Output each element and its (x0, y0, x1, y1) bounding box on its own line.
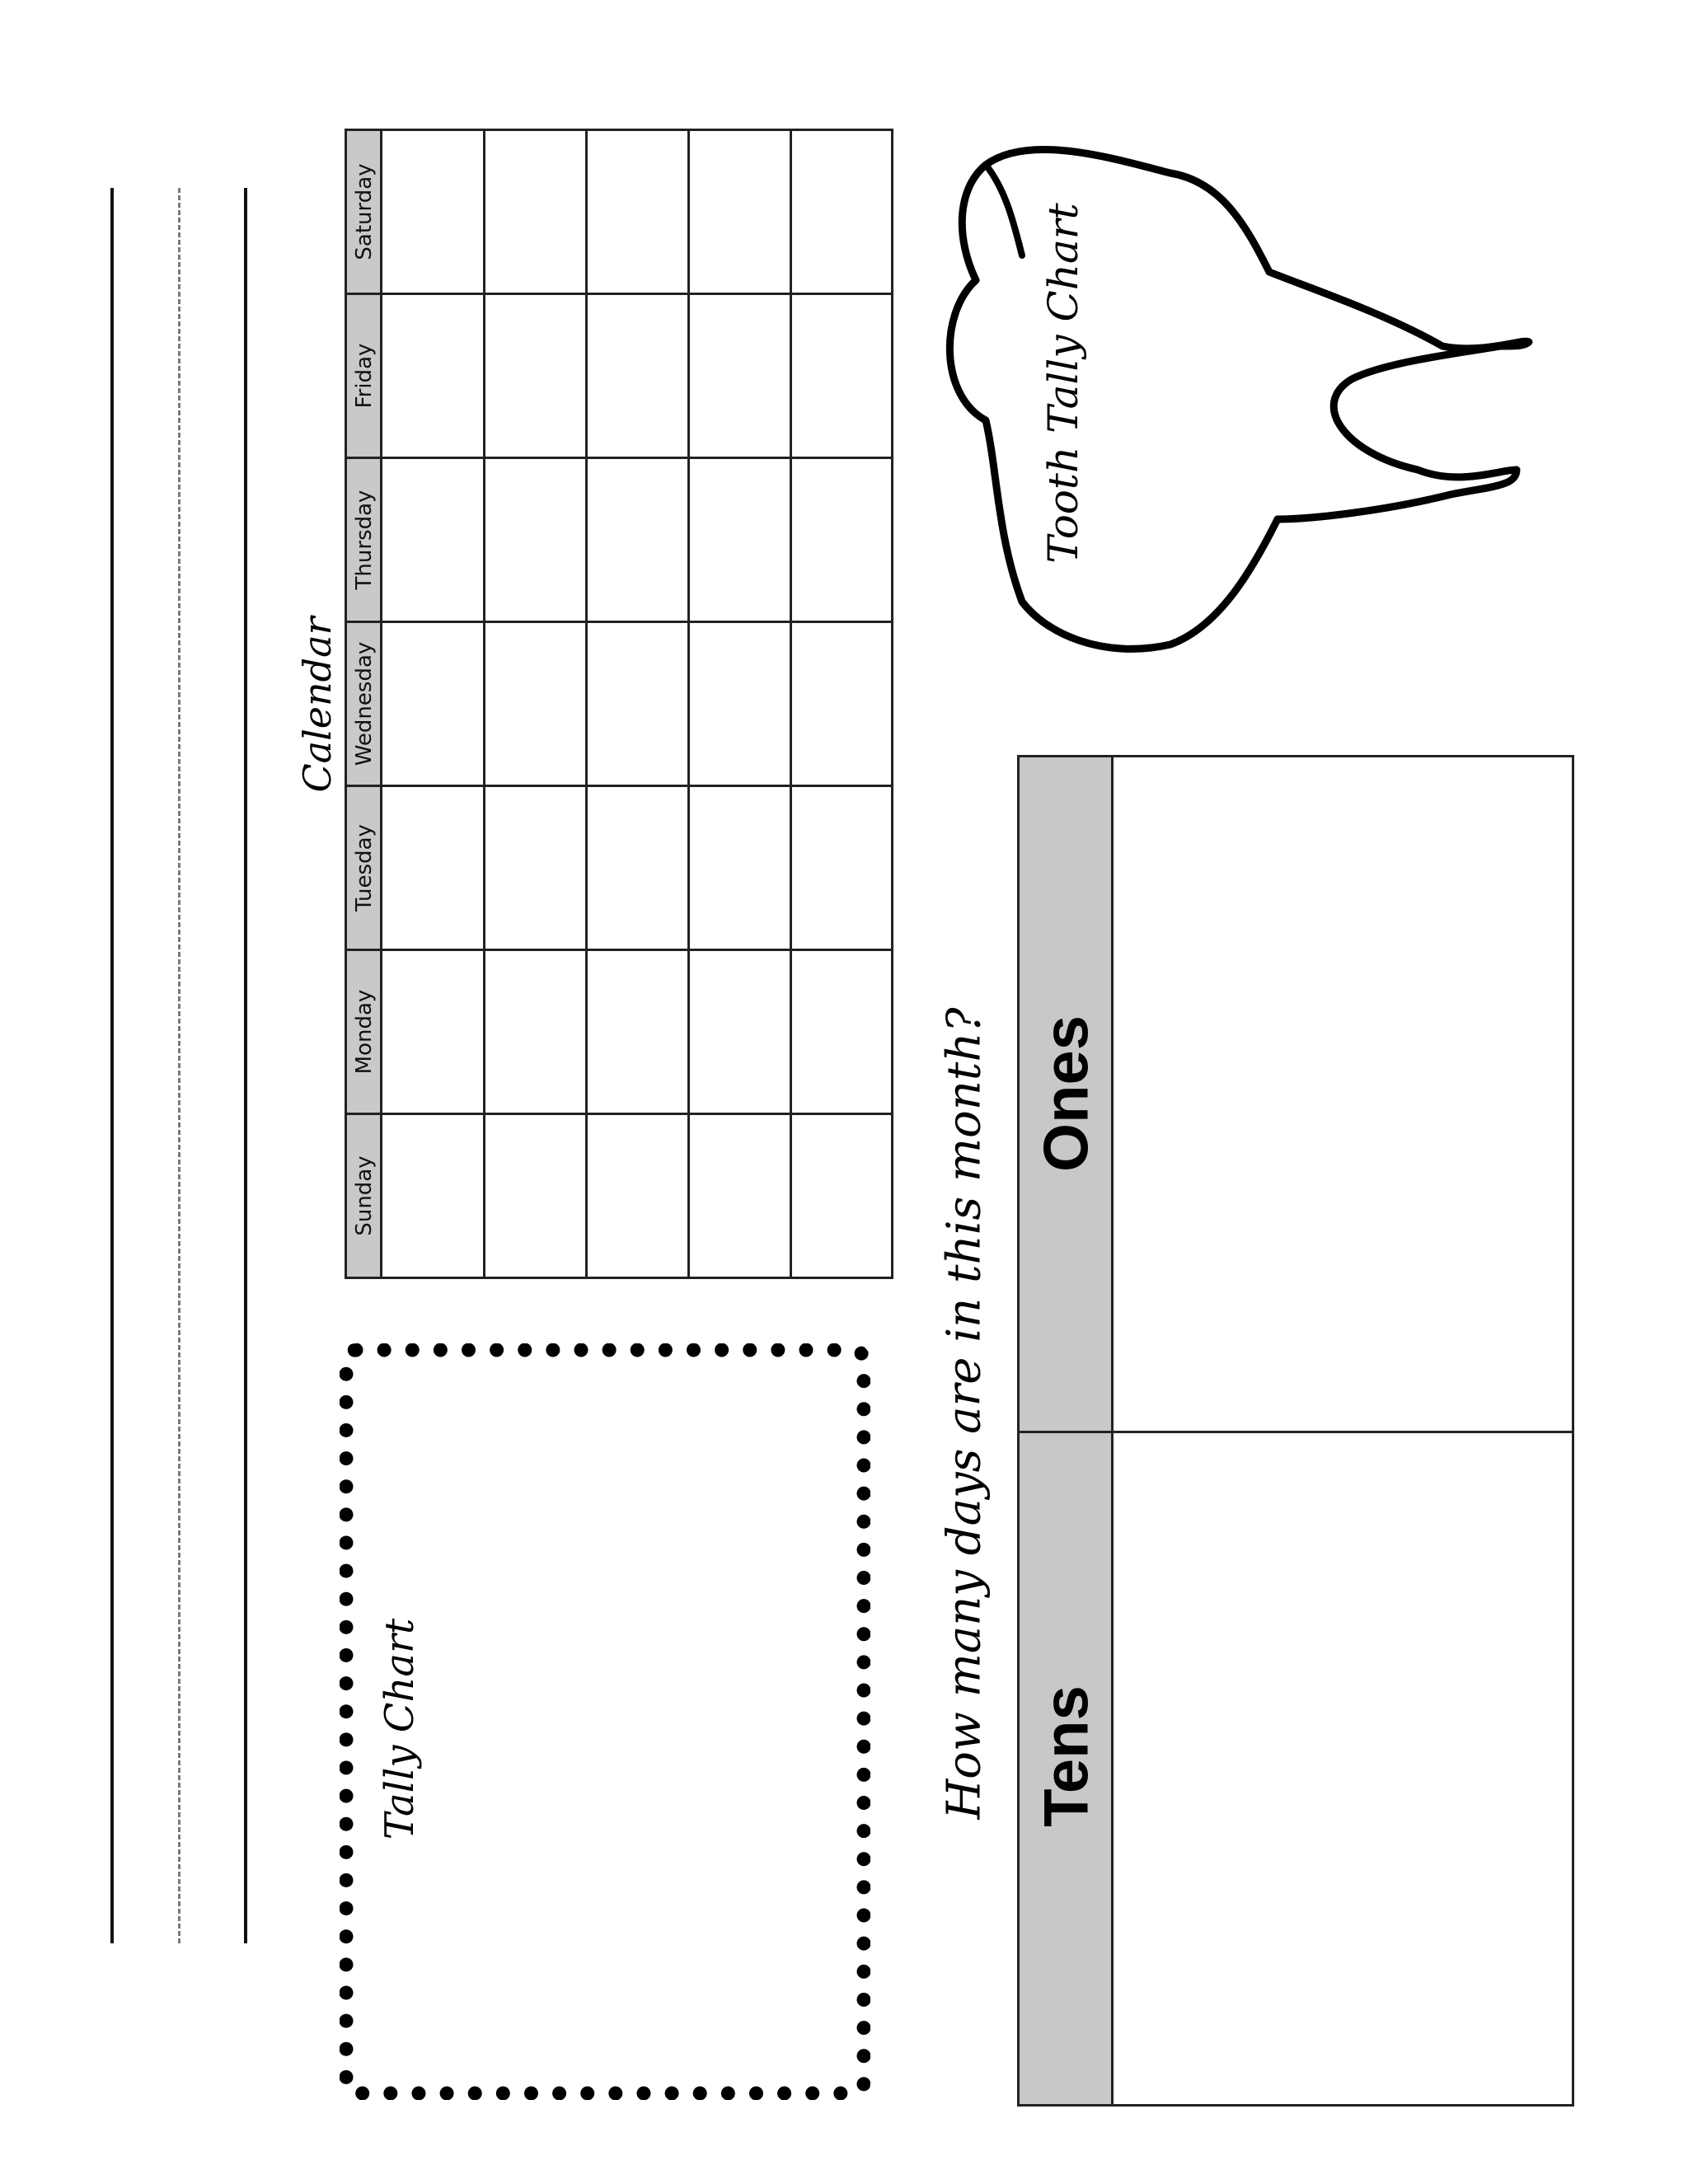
handwriting-top-line (110, 188, 114, 1943)
ones-label: Ones (1031, 1015, 1102, 1173)
day-label-thursday: Thursday (352, 490, 377, 590)
calendar-grid-line (347, 785, 891, 787)
calendar-grid-line (347, 457, 891, 459)
calendar-grid-line (347, 949, 891, 951)
handwriting-base-line (244, 188, 247, 1943)
calendar-grid-line (347, 621, 891, 623)
day-label-friday: Friday (352, 343, 377, 409)
place-value-chart (1017, 755, 1574, 2107)
place-value-divider (1020, 1431, 1572, 1433)
day-label-tuesday: Tuesday (352, 824, 377, 912)
day-label-sunday: Sunday (352, 1155, 377, 1236)
calendar-grid-line (483, 131, 485, 1277)
tooth-outline-icon (923, 140, 1607, 676)
calendar-title: Calendar (295, 616, 340, 793)
calendar-grid-line (347, 1113, 891, 1115)
day-label-monday: Monday (352, 989, 377, 1075)
tally-chart-label: Tally Chart (377, 1618, 423, 1840)
day-label-wednesday: Wednesday (352, 641, 377, 766)
calendar-grid-line (687, 131, 690, 1277)
handwriting-midline-dashed (178, 188, 181, 1943)
days-in-month-question: How many days are in this month? (937, 1007, 992, 1820)
calendar-grid-line (790, 131, 792, 1277)
tens-label: Tens (1031, 1685, 1102, 1827)
day-label-saturday: Saturday (352, 163, 377, 260)
tooth-tally-chart-label: Tooth Tally Chart (1039, 203, 1087, 564)
calendar-grid-line (585, 131, 588, 1277)
calendar-grid-line (347, 293, 891, 295)
calendar-grid (345, 129, 893, 1279)
